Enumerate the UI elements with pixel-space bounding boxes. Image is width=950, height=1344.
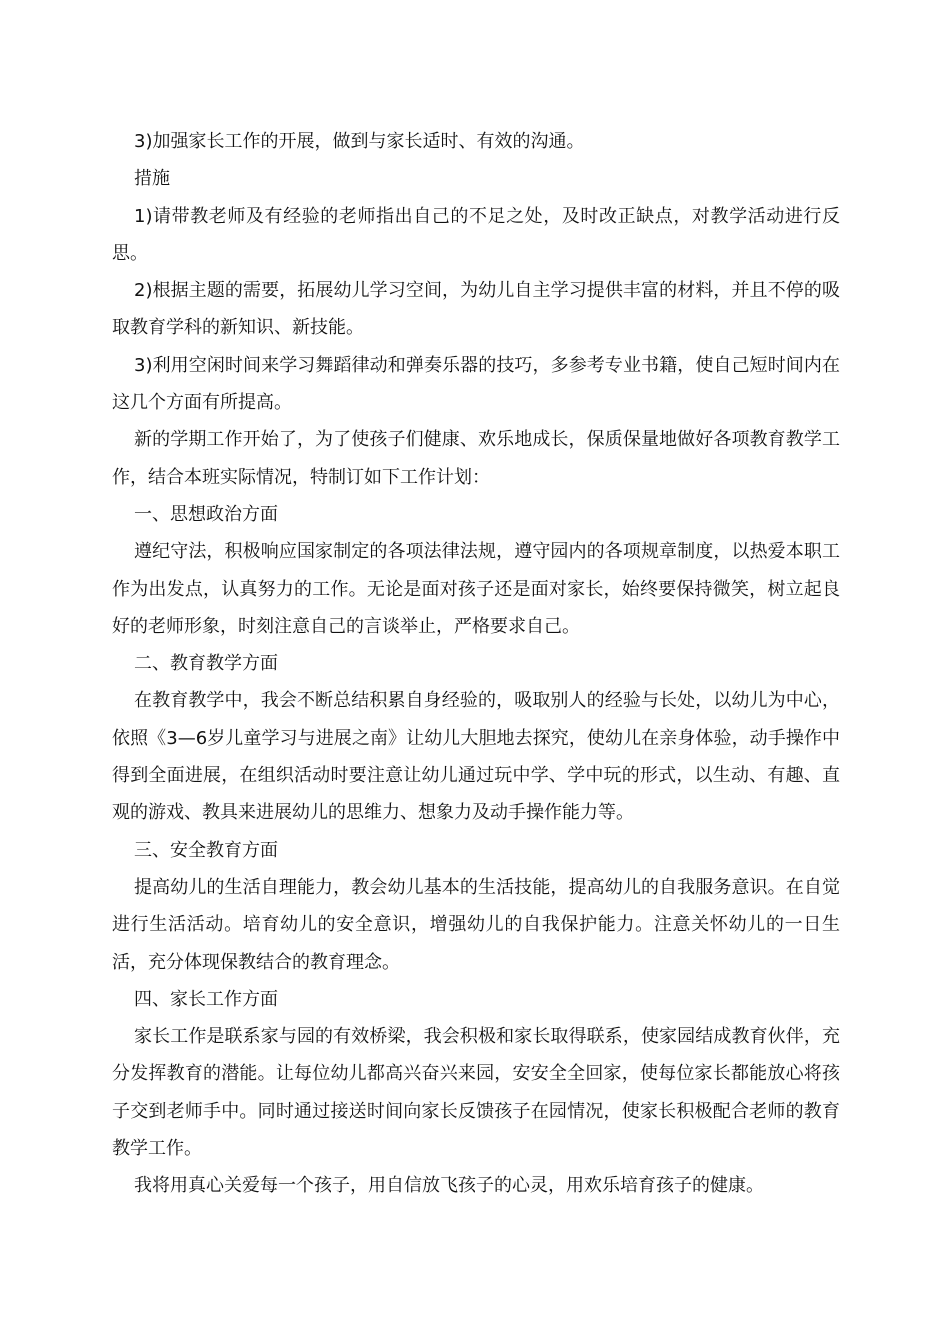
- paragraph-6: 新的学期工作开始了，为了使孩子们健康、欢乐地成长，保质保量地做好各项教育教学工作，结合本班实际情况，特制订如下工作计划：: [112, 429, 840, 488]
- paragraph-14: 家长工作是联系家与园的有效桥梁，我会积极和家长取得联系，使家园结成教育伙伴，充分发挥教育的潜能。让每位幼儿都高兴奋兴来园，安安全全回家，使每位家长都能放心将孩子交到老师手中。同时通过接送时间向家长反馈孩子在园情况，使家长积极配合老师的教育教学工作。: [112, 1026, 840, 1160]
- paragraph-10: 在教育教学中，我会不断总结积累自身经验的，吸取别人的经验与长处，以幼儿为中心，依照《3—6岁儿童学习与进展之南》让幼儿大胆地去探究，使幼儿在亲身体验，动手操作中得到全面进展，在组织活动时要注意让幼儿通过玩中学、学中玩的形式，以生动、有趣、直观的游戏、教具来进展幼儿的思维力、想象力及动手操作能力等。: [112, 690, 840, 824]
- paragraph-8: 遵纪守法，积极响应国家制定的各项法律法规，遵守园内的各项规章制度，以热爱本职工作为出发点，认真努力的工作。无论是面对孩子还是面对家长，始终要保持微笑，树立起良好的老师形象，时刻注意自己的言谈举止，严格要求自己。: [112, 541, 840, 637]
- paragraph-5: 3)利用空闲时间来学习舞蹈律动和弹奏乐器的技巧，多参考专业书籍，使自己短时间内在这几个方面有所提高。: [112, 354, 840, 414]
- paragraph-12: 提高幼儿的生活自理能力，教会幼儿基本的生活技能，提高幼儿的自我服务意识。在自觉进行生活活动。培育幼儿的安全意识，增强幼儿的自我保护能力。注意关怀幼儿的一日生活，充分体现保教结合的教育理念。: [112, 876, 840, 973]
- heading-ideology: 一、思想政治方面: [134, 503, 278, 525]
- heading-parents: 四、家长工作方面: [134, 988, 278, 1010]
- heading-safety: 三、安全教育方面: [134, 839, 278, 861]
- document-body: [112, 123, 840, 1205]
- heading-teaching: 二、教育教学方面: [134, 653, 278, 675]
- paragraph-closing: 我将用真心关爱每一个孩子，用自信放飞孩子的心灵，用欢乐培育孩子的健康。: [134, 1175, 764, 1197]
- paragraph-4: 2)根据主题的需要，拓展幼儿学习空间，为幼儿自主学习提供丰富的材料，并且不停的吸取教育学科的新知识、新技能。: [112, 280, 840, 339]
- paragraph-3: 1)请带教老师及有经验的老师指出自己的不足之处，及时改正缺点，对教学活动进行反思。: [112, 205, 840, 264]
- heading-measures: 措施: [134, 168, 170, 190]
- paragraph-1: 3)加强家长工作的开展，做到与家长适时、有效的沟通。: [134, 131, 585, 152]
